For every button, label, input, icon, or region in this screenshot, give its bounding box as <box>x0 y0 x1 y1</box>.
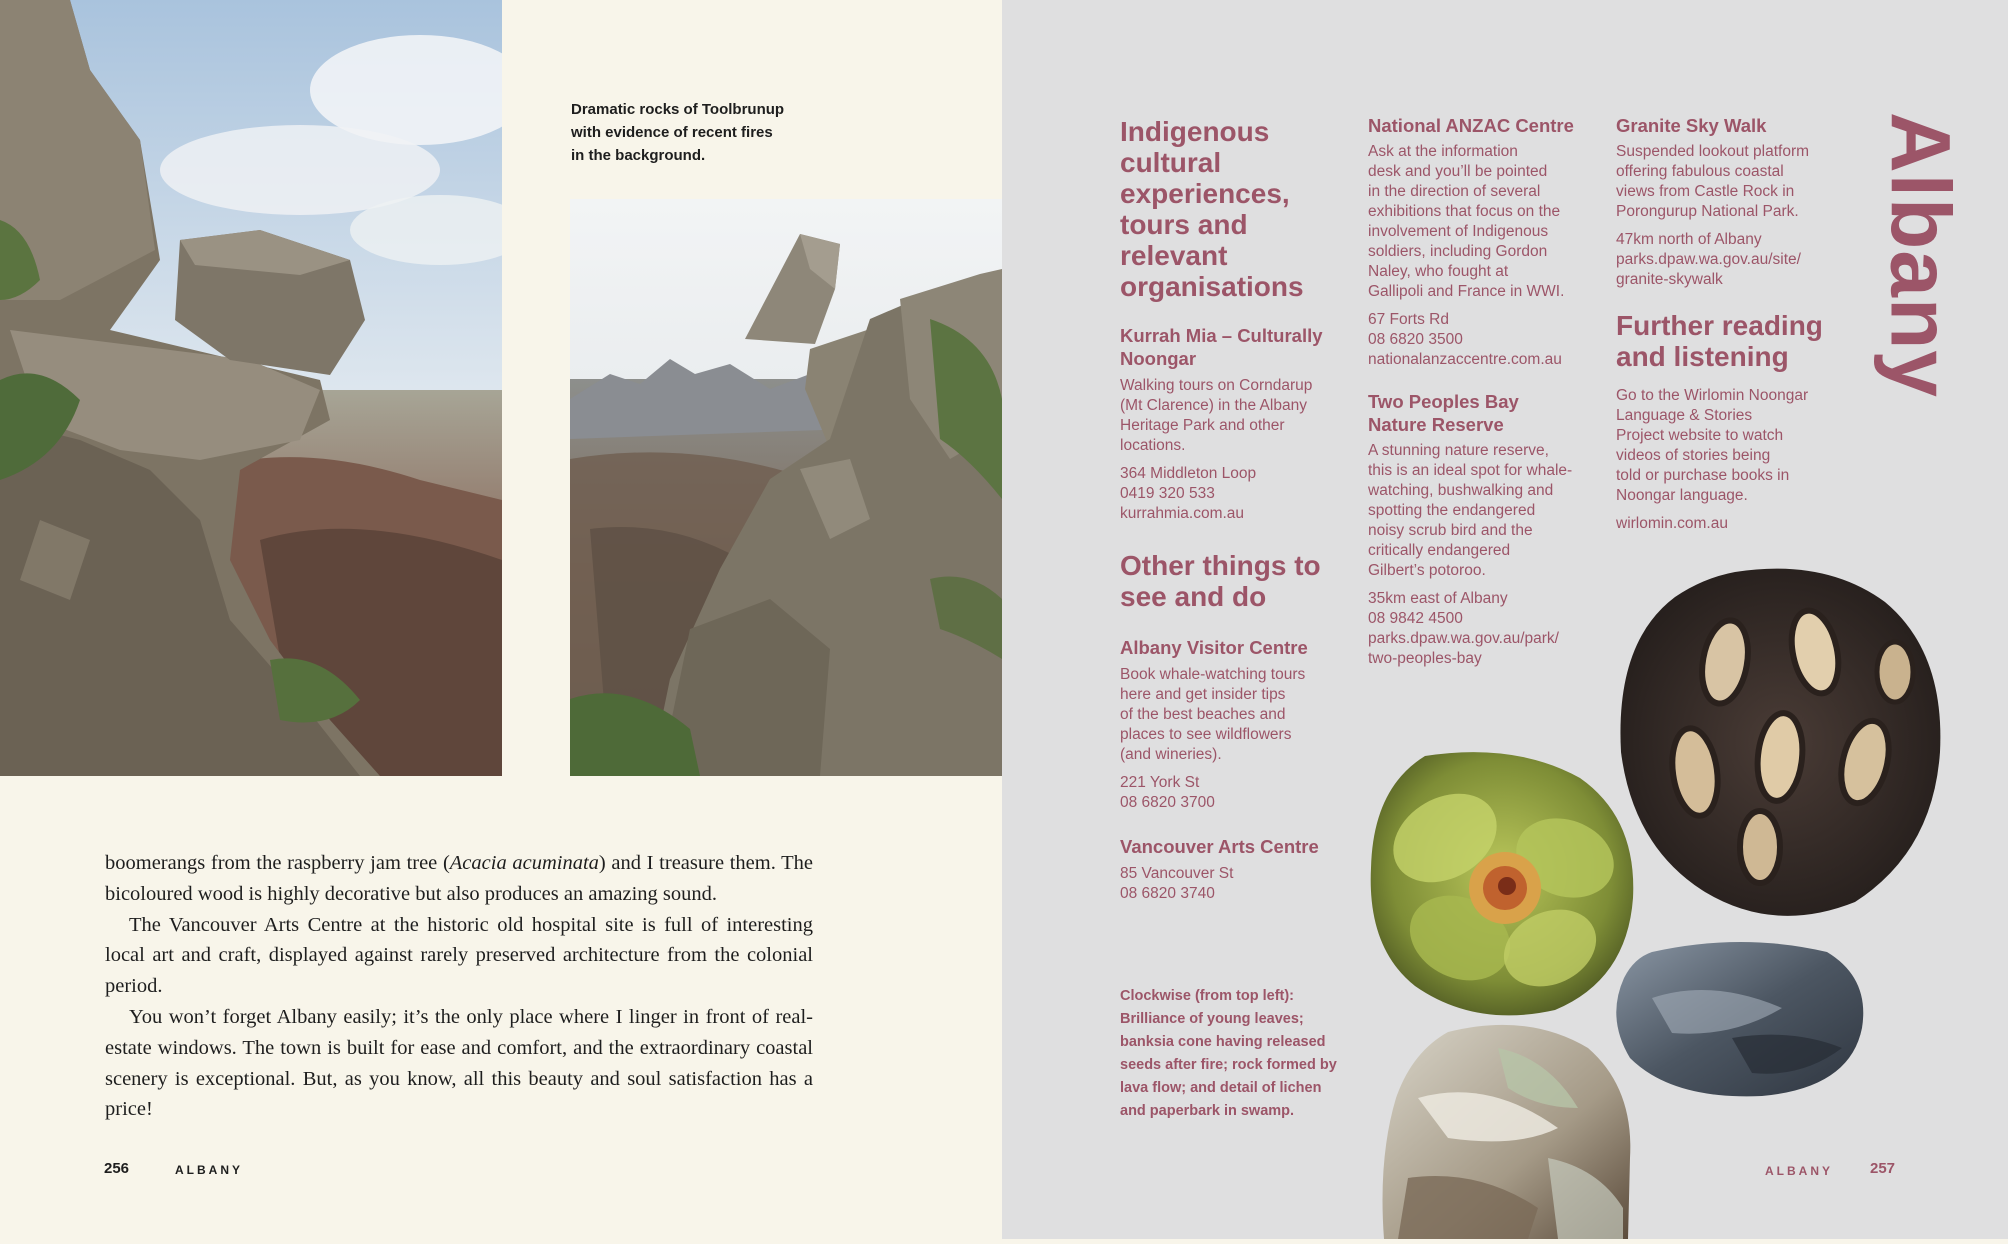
listing-contact-kurrah-mia <box>1120 464 1350 524</box>
listing-contact-arts-centre <box>1120 864 1350 904</box>
listing-title-visitor-centre: Albany Visitor Centre <box>1120 637 1308 658</box>
text-line: Go to the Wirlomin Noongar <box>1616 387 1809 404</box>
phone: 08 9842 4500 <box>1368 610 1463 627</box>
caption-line: Brilliance of young leaves; <box>1120 1011 1304 1027</box>
caption-line: seeds after fire; rock formed by <box>1120 1057 1337 1073</box>
photo-caption-clockwise <box>1120 985 1350 1123</box>
text-line: Gallipoli and France in WWI. <box>1368 283 1565 300</box>
caption-line: and paperbark in swamp. <box>1120 1103 1295 1119</box>
text-line: locations. <box>1120 437 1186 454</box>
address: 67 Forts Rd <box>1368 311 1449 328</box>
text-line: Naley, who fought at <box>1368 263 1509 280</box>
website: parks.dpaw.wa.gov.au/park/ <box>1368 630 1559 647</box>
text-line: Language & Stories <box>1616 407 1753 424</box>
text-line: exhibitions that focus on the <box>1368 203 1561 220</box>
location: 35km east of Albany <box>1368 590 1508 607</box>
text-line: involvement of Indigenous <box>1368 223 1549 240</box>
text-line: Ask at the information <box>1368 143 1518 160</box>
text-line: Walking tours on Corndarup <box>1120 377 1313 394</box>
section-heading-indigenous: Indigenous cultural experiences, tours and relevant organisations <box>1120 116 1304 302</box>
listing-title-two-peoples-bay: Two Peoples Bay Nature Reserve <box>1368 391 1519 435</box>
text-line: Suspended lookout platform <box>1616 143 1810 160</box>
photo-banksia-cone <box>1615 562 1945 927</box>
phone: 0419 320 533 <box>1120 485 1215 502</box>
listing-contact-two-peoples-bay <box>1368 589 1603 669</box>
body-paragraph-2: The Vancouver Arts Centre at the historic old hospital site is full of interesting local art and craft, displayed against rarely preserved architecture from the colonial period. <box>105 913 813 998</box>
species-name: Acacia acuminata <box>449 852 599 874</box>
website: kurrahmia.com.au <box>1120 505 1245 522</box>
caption-line: with evidence of recent fires <box>571 124 773 141</box>
body-text <box>105 848 813 1125</box>
text-line: soldiers, including Gordon <box>1368 243 1548 260</box>
listing-contact-further-reading <box>1616 514 1841 534</box>
caption-line: Dramatic rocks of Toolbrunup <box>571 101 785 118</box>
column-2 <box>1368 114 1603 669</box>
listing-contact-anzac-centre <box>1368 310 1603 370</box>
text-line: spotting the endangered <box>1368 502 1536 519</box>
listing-contact-granite-sky-walk <box>1616 230 1841 290</box>
text-line: Project website to watch <box>1616 427 1784 444</box>
photo-lichen-paperbark <box>1378 1018 1634 1239</box>
section-heading-other-things: Other things to see and do <box>1120 550 1321 612</box>
listing-desc-visitor-centre <box>1120 665 1350 765</box>
text-line: watching, bushwalking and <box>1368 482 1554 499</box>
text-line: (Mt Clarence) in the Albany <box>1120 397 1307 414</box>
listing-contact-visitor-centre <box>1120 773 1350 813</box>
text-line: in the direction of several <box>1368 183 1541 200</box>
text-line: desk and you’ll be pointed <box>1368 163 1548 180</box>
phone: 08 6820 3740 <box>1120 885 1215 902</box>
photo-caption <box>571 98 791 167</box>
text-line: Gilbert’s potoroo. <box>1368 562 1486 579</box>
body-text-span: ) and I treasure them. The bicoloured wood is highly decorative but also produces an amazing sound. <box>105 852 813 905</box>
text-line: videos of stories being <box>1616 447 1771 464</box>
address: 221 York St <box>1120 774 1200 791</box>
listing-title-granite-sky-walk: Granite Sky Walk <box>1616 115 1767 136</box>
caption-line: banksia cone having released <box>1120 1034 1326 1050</box>
column-3 <box>1616 114 1841 534</box>
text-line: Heritage Park and other <box>1120 417 1285 434</box>
column-1 <box>1120 116 1350 904</box>
page-number-right: 257 <box>1870 1160 1896 1177</box>
text-line: Book whale-watching tours <box>1120 666 1306 683</box>
text-line: offering fabulous coastal <box>1616 163 1784 180</box>
section-heading-further-reading: Further reading and listening <box>1616 310 1823 372</box>
running-head-left: ALBANY <box>175 1163 243 1177</box>
text-line: places to see wildflowers <box>1120 726 1292 743</box>
listing-desc-kurrah-mia <box>1120 376 1350 456</box>
listing-title-arts-centre: Vancouver Arts Centre <box>1120 836 1319 857</box>
photo-lava-rock <box>1612 938 1870 1098</box>
chapter-title-vertical <box>1873 110 1968 400</box>
text-line: of the best beaches and <box>1120 706 1286 723</box>
phone: 08 6820 3500 <box>1368 331 1463 348</box>
body-paragraph-1 <box>105 848 813 910</box>
listing-title-kurrah-mia: Kurrah Mia – Culturally Noongar <box>1120 325 1323 369</box>
text-line: noisy scrub bird and the <box>1368 522 1533 539</box>
text-line: told or purchase books in <box>1616 467 1790 484</box>
left-page <box>0 0 1002 1239</box>
photo-young-leaves <box>1365 748 1637 1020</box>
website: wirlomin.com.au <box>1616 515 1728 532</box>
website: granite-skywalk <box>1616 271 1723 288</box>
website: parks.dpaw.wa.gov.au/site/ <box>1616 251 1801 268</box>
website: two-peoples-bay <box>1368 650 1482 667</box>
text-line: this is an ideal spot for whale- <box>1368 462 1573 479</box>
listing-title-anzac-centre: National ANZAC Centre <box>1368 115 1574 136</box>
text-line: here and get insider tips <box>1120 686 1286 703</box>
website: nationalanzaccentre.com.au <box>1368 351 1562 368</box>
listing-desc-anzac-centre <box>1368 142 1603 302</box>
text-line: A stunning nature reserve, <box>1368 442 1549 459</box>
listing-desc-granite-sky-walk <box>1616 142 1841 222</box>
body-paragraph-3: You won’t forget Albany easily; it’s the only place where I linger in front of real-estate windows. The town is built for ease and comfort, and the extraordinary coastal scenery is exceptional. But, as you know, all this beauty and soul satisfaction has a price! <box>105 1005 813 1121</box>
listing-desc-two-peoples-bay <box>1368 441 1603 581</box>
address: 85 Vancouver St <box>1120 865 1234 882</box>
listing-desc-further-reading <box>1616 386 1841 506</box>
text-line: Porongurup National Park. <box>1616 203 1799 220</box>
text-line: (and wineries). <box>1120 746 1222 763</box>
running-head-right: ALBANY <box>1765 1164 1833 1178</box>
photo-toolbrunup-balanced-rock <box>0 0 502 776</box>
body-text-span: boomerangs from the raspberry jam tree ( <box>105 852 450 874</box>
text-line: views from Castle Rock in <box>1616 183 1795 200</box>
phone: 08 6820 3700 <box>1120 794 1215 811</box>
caption-line: in the background. <box>571 147 706 164</box>
page-number-left: 256 <box>104 1160 130 1177</box>
photo-toolbrunup-pinnacle <box>570 199 1002 776</box>
location: 47km north of Albany <box>1616 231 1762 248</box>
text-line: Noongar language. <box>1616 487 1748 504</box>
caption-line: lava flow; and detail of lichen <box>1120 1080 1322 1096</box>
address: 364 Middleton Loop <box>1120 465 1257 482</box>
chapter-title: Albany <box>1873 111 1968 399</box>
text-line: critically endangered <box>1368 542 1511 559</box>
caption-line: Clockwise (from top left): <box>1120 988 1295 1004</box>
